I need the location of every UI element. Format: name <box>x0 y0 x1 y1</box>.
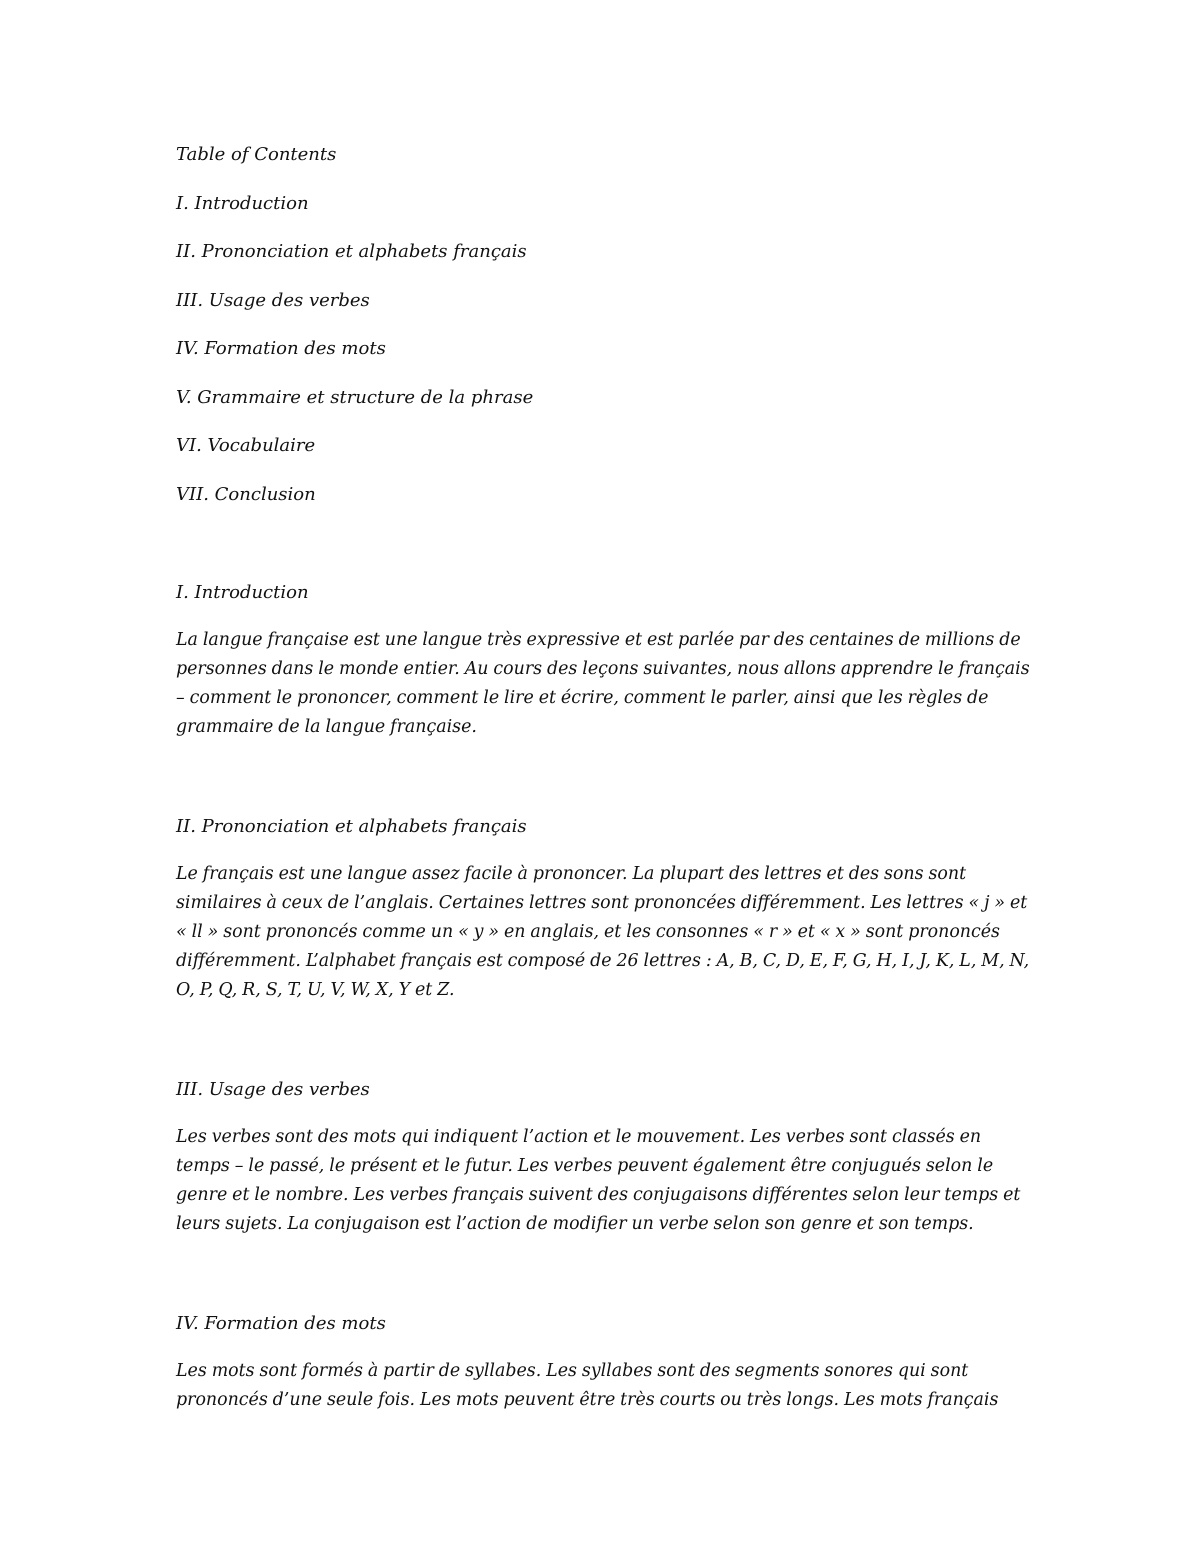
section-verbs <box>176 1077 1036 1239</box>
section-paragraph: Les verbes sont des mots qui indiquent l’action et le mouvement. Les verbes sont classés en temps – le passé, le présent et le futur. Les verbes peuvent également être conjugués selon le genre et le nombre. Les verbes français suivent des conjugaisons différentes selon leur temps et leurs sujets. La conjugaison est l’action de modifier un verbe selon son genre et son temps. <box>176 1126 1021 1234</box>
section-word-formation <box>176 1311 1036 1415</box>
toc-item-grammar: V. Grammaire et structure de la phrase <box>176 386 534 408</box>
toc-item-introduction: I. Introduction <box>176 192 309 214</box>
document-page <box>176 142 1036 1415</box>
section-introduction <box>176 580 1036 742</box>
section-paragraph: Les mots sont formés à partir de syllabes. Les syllabes sont des segments sonores qui sont prononcés d’une seule fois. Les mots peuvent être très courts ou très longs. Les mots français <box>176 1360 999 1410</box>
section-paragraph: Le français est une langue assez facile à prononcer. La plupart des lettres et des sons sont similaires à ceux de l’anglais. Certaines lettres sont prononcées différemment. Les lettres « j » et « ll » sont prononcés comme un « y » en anglais, et les consonnes « r » et « x » sont prononcés différemment. L’alphabet français est composé de 26 lettres : A, B, C, D, E, F, G, H, I, J, K, L, M, N, O, P, Q, R, S, T, U, V, W, X, Y et Z. <box>176 863 1030 1000</box>
toc-title: Table of Contents <box>176 144 337 165</box>
section-heading: IV. Formation des mots <box>176 1312 386 1334</box>
section-pronunciation <box>176 814 1036 1005</box>
section-heading: III. Usage des verbes <box>176 1078 370 1100</box>
toc-item-verbs: III. Usage des verbes <box>176 289 370 311</box>
table-of-contents <box>176 191 1036 508</box>
section-heading: II. Prononciation et alphabets français <box>176 815 527 837</box>
section-heading: I. Introduction <box>176 581 309 603</box>
toc-item-vocabulary: VI. Vocabulaire <box>176 435 316 456</box>
toc-item-conclusion: VII. Conclusion <box>176 483 316 505</box>
section-paragraph: La langue française est une langue très expressive et est parlée par des centaines de millions de personnes dans le monde entier. Au cours des leçons suivantes, nous allons apprendre le français – comment le prononcer, comment le lire et écrire, comment le parler, ainsi que les règles de grammaire de la langue française. <box>176 629 1030 737</box>
toc-item-pronunciation: II. Prononciation et alphabets français <box>176 241 527 262</box>
toc-item-word-formation: IV. Formation des mots <box>176 338 386 359</box>
